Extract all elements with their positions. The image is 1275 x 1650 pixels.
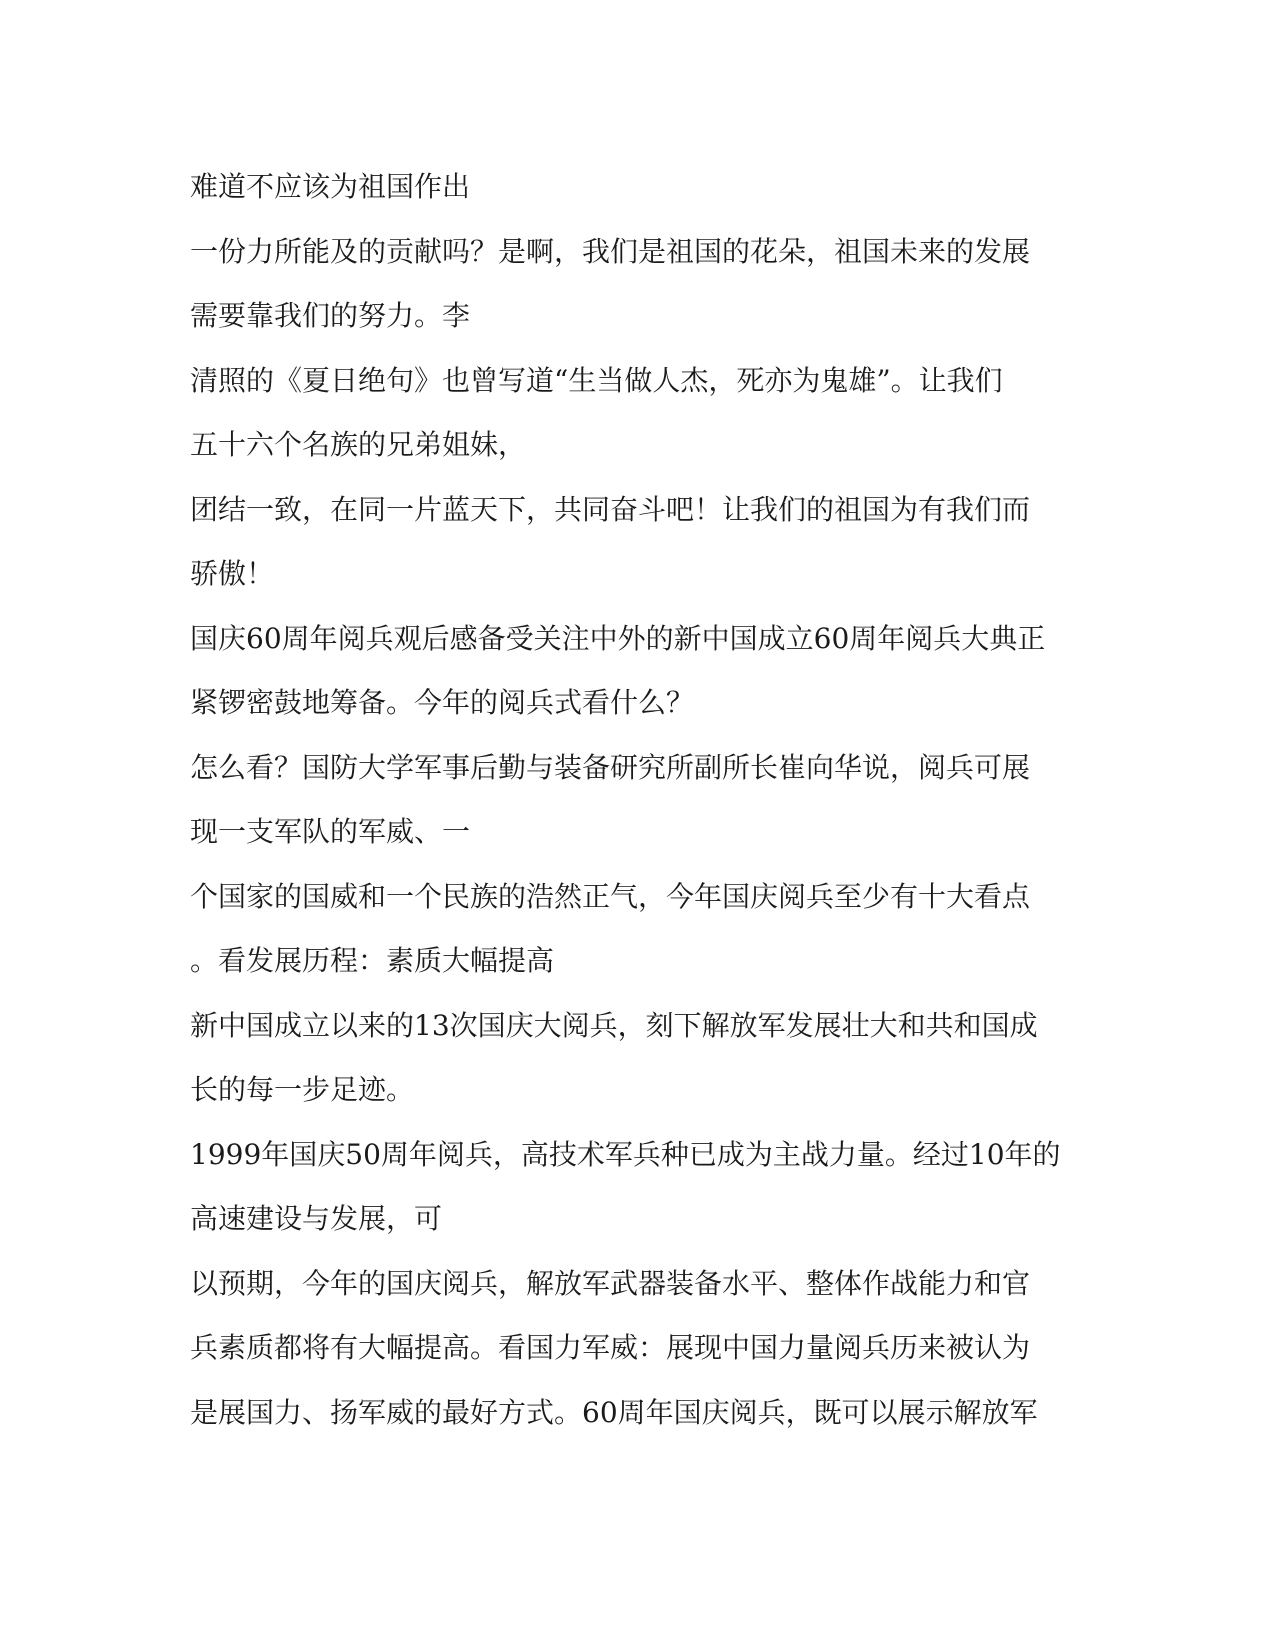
text-line: 五十六个名族的兄弟姐妹， — [190, 428, 527, 461]
text-line: 新中国成立以来的13次国庆大阅兵，刻下解放军发展壮大和共和国成 — [190, 1008, 1038, 1042]
text-line: 现一支军队的军威、一 — [190, 815, 471, 848]
text-line: 长的每一步足迹。 — [190, 1073, 415, 1106]
text-line: 团结一致，在同一片蓝天下，共同奋斗吧！让我们的祖国为有我们而 — [190, 492, 1031, 526]
text-line: 紧锣密鼓地筹备。今年的阅兵式看什么？ — [190, 686, 695, 719]
text-line: 难道不应该为祖国作出 — [190, 170, 471, 203]
text-line: 兵素质都将有大幅提高。看国力军威：展现中国力量阅兵历来被认为 — [190, 1331, 1031, 1364]
text-line: 。看发展历程：素质大幅提高 — [190, 944, 555, 977]
body-text — [190, 155, 1070, 1445]
text-line: 一份力所能及的贡献吗？是啊，我们是祖国的花朵，祖国未来的发展 — [190, 234, 1031, 268]
text-line: 怎么看？国防大学军事后勤与装备研究所副所长崔向华说，阅兵可展 — [190, 750, 1031, 784]
text-line: 是展国力、扬军威的最好方式。60周年国庆阅兵，既可以展示解放军 — [190, 1395, 1038, 1429]
text-line: 骄傲！ — [190, 557, 275, 590]
text-line: 高速建设与发展，可 — [190, 1202, 443, 1235]
text-line: 清照的《夏日绝句》也曾写道“生当做人杰，死亦为鬼雄”。让我们 — [190, 363, 1003, 397]
text-line: 国庆60周年阅兵观后感备受关注中外的新中国成立60周年阅兵大典正 — [190, 621, 1046, 655]
text-line: 1999年国庆50周年阅兵，高技术军兵种已成为主战力量。经过10年的 — [190, 1137, 1061, 1171]
text-line: 以预期，今年的国庆阅兵，解放军武器装备水平、整体作战能力和官 — [190, 1266, 1031, 1300]
text-line: 个国家的国威和一个民族的浩然正气，今年国庆阅兵至少有十大看点 — [190, 879, 1031, 913]
text-line: 需要靠我们的努力。李 — [190, 299, 471, 332]
